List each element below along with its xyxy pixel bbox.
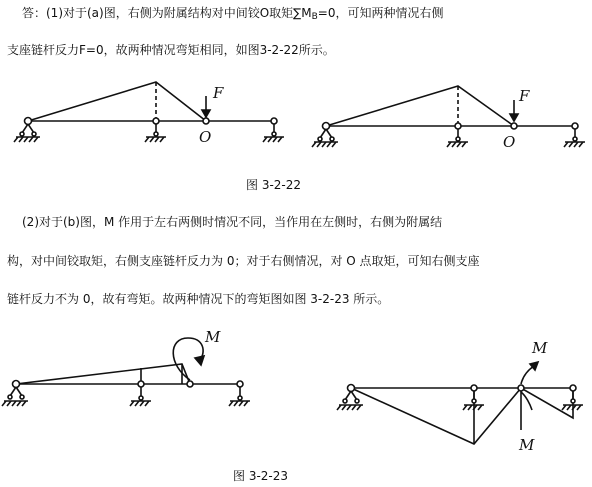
fig2-right-moment-diagram — [351, 388, 573, 444]
fig2-right-hinge — [518, 385, 524, 391]
paragraph1-line1-subscript: B — [311, 12, 318, 22]
paragraph2-line1: (2)对于(b)图，M 作用于左右两侧时情况不同，当作用在左侧时，右侧为附属结 — [22, 215, 443, 229]
fig2-left-moment-diagram — [16, 364, 190, 384]
fig2-right-moment-label-top: M — [532, 339, 548, 357]
paragraph2-line3: 链杆反力不为 0，故有弯矩。故两种情况下的弯矩图如图 3-2-23 所示。 — [7, 292, 390, 306]
figure1-caption: 图 3-2-22 — [246, 178, 302, 192]
fig1-left-hinge-label: O — [199, 128, 212, 146]
fig2-left-hinge — [187, 381, 193, 387]
fig2-right-moment-label-bottom: M — [519, 436, 535, 454]
paragraph1-line1-text: 答：(1)对于(a)图，右侧为附属结构对中间铰O取矩∑M — [22, 6, 312, 20]
fig1-right-hinge-label: O — [503, 133, 516, 151]
paragraph1-line2: 支座链杆反力F=0，故两种情况弯矩相同，如图3-2-22所示。 — [7, 43, 335, 57]
paragraph2-line2: 构，对中间铰取矩，右侧支座链杆反力为 0；对于右侧情况，对 O 点取矩，可知右侧支座 — [7, 254, 480, 268]
fig2-left-moment-label: M — [205, 328, 221, 346]
fig1-left-force-label: F — [213, 84, 224, 102]
figure2-caption: 图 3-2-23 — [233, 469, 289, 483]
fig1-right-force-label: F — [519, 87, 530, 105]
fig2-left-moment-arrow — [173, 338, 204, 380]
paragraph1-line1-text-end: =0，可知两种情况右侧 — [317, 6, 444, 20]
